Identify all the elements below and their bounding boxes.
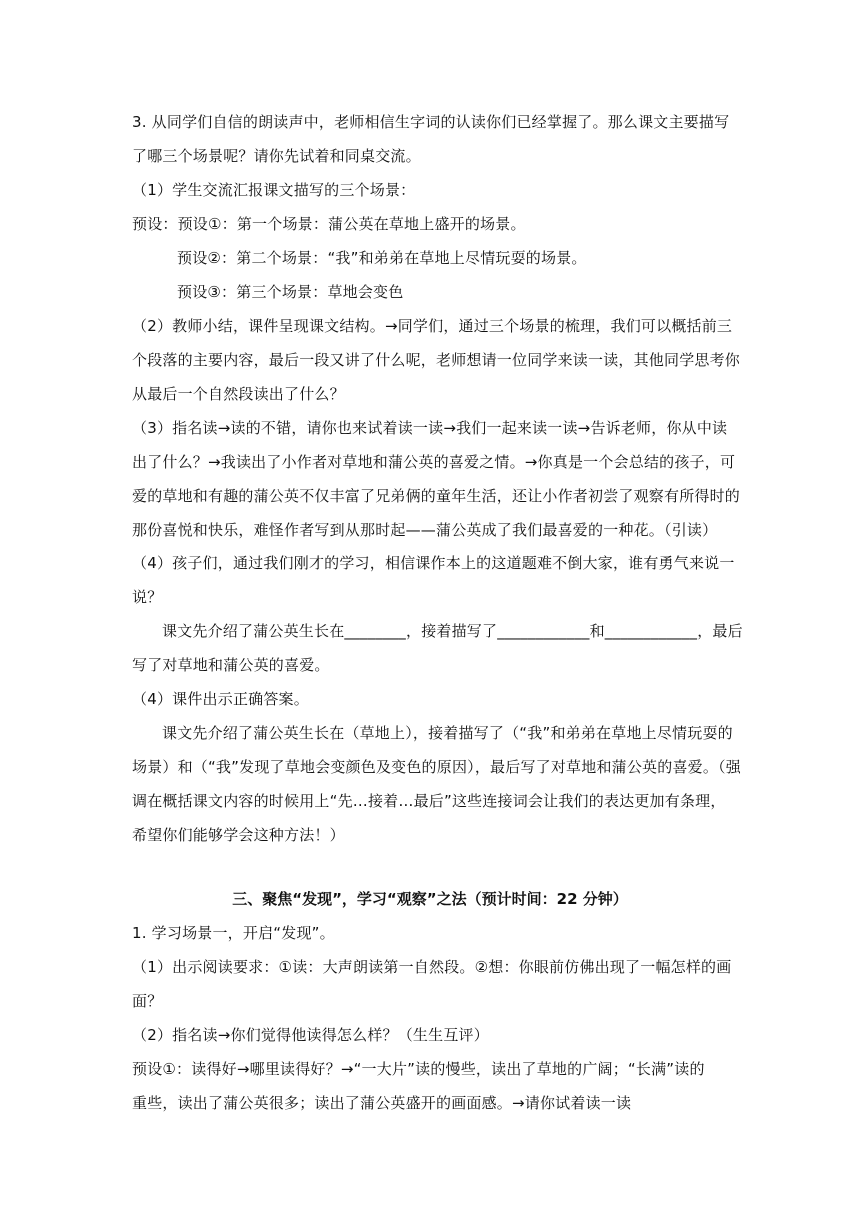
paragraph-line: 爱的草地和有趣的蒲公英不仅丰富了兄弟俩的童年生活，还让小作者初尝了观察有所得时的: [132, 487, 741, 505]
paragraph-line: 调在概括课文内容的时候用上“先…接着…最后”这些连接词会让我们的表达更加有条理，: [132, 792, 726, 810]
paragraph-line: 个段落的主要内容，最后一段又讲了什么呢，老师想请一位同学来读一读，其他同学思考你: [132, 351, 741, 369]
paragraph-line: 预设①：读得好→哪里读得好？→“一大片”读的慢些，读出了草地的广阔；“长满”读的: [132, 1060, 705, 1078]
paragraph-line: 写了对草地和蒲公英的喜爱。: [132, 656, 330, 674]
paragraph-line: （2）指名读→你们觉得他读得怎么样？（生生互评）: [132, 1026, 489, 1044]
paragraph-line: 那份喜悦和快乐，难怪作者写到从那时起——蒲公英成了我们最喜爱的一种花。（引读）: [132, 521, 718, 539]
paragraph-line: 预设③：第三个场景：草地会变色: [177, 283, 404, 301]
paragraph-line: 课文先介绍了蒲公英生长在（草地上），接着描写了（“我”和弟弟在草地上尽情玩耍的: [162, 724, 733, 742]
paragraph-line: （3）指名读→读的不错，请你也来试着读一读→我们一起来读一读→告诉老师，你从中读: [132, 419, 728, 437]
paragraph-line: （4）课件出示正确答案。: [132, 690, 309, 708]
paragraph-line: （1）学生交流汇报课文描写的三个场景：: [132, 181, 416, 199]
paragraph-line: 1. 学习场景一，开启“发现”。: [132, 924, 335, 942]
paragraph-line: 出了什么？→我读出了小作者对草地和蒲公英的喜爱之情。→你真是一个会总结的孩子，可: [132, 453, 736, 471]
paragraph-line: （4）孩子们，通过我们刚才的学习，相信课作本上的这道题难不倒大家，谁有勇气来说一: [132, 554, 735, 572]
section-heading: 三、聚焦“发现”，学习“观察”之法（预计时间：22 分钟）: [232, 890, 628, 908]
paragraph-line: 从最后一个自然段读出了什么？: [132, 385, 345, 403]
paragraph-line: 重些，读出了蒲公英很多；读出了蒲公英盛开的画面感。→请你试着读一读: [132, 1094, 632, 1112]
paragraph-line: 预设：预设①：第一个场景：蒲公英在草地上盛开的场景。: [132, 215, 526, 233]
paragraph-line: 说？: [132, 588, 163, 606]
paragraph-line: 了哪三个场景呢？请你先试着和同桌交流。: [132, 147, 421, 165]
fill-in-blank-line: 课文先介绍了蒲公英生长在________，接着描写了____________和____________，最后: [162, 622, 743, 640]
paragraph-line: （1）出示阅读要求：①读：大声朗读第一自然段。②想：你眼前仿佛出现了一幅怎样的画: [132, 958, 732, 976]
paragraph-line: 面？: [132, 992, 163, 1010]
paragraph-line: 场景）和（“我”发现了草地会变颜色及变色的原因），最后写了对草地和蒲公英的喜爱。（强: [132, 758, 741, 776]
paragraph-line: 3. 从同学们自信的朗读声中，老师相信生字词的认读你们已经掌握了。那么课文主要描写: [132, 113, 730, 131]
paragraph-line: （2）教师小结，课件呈现课文结构。→同学们，通过三个场景的梳理，我们可以概括前三: [132, 317, 733, 335]
paragraph-line: 希望你们能够学会这种方法！）: [132, 826, 345, 844]
paragraph-line: 预设②：第二个场景：“我”和弟弟在草地上尽情玩耍的场景。: [177, 249, 587, 267]
